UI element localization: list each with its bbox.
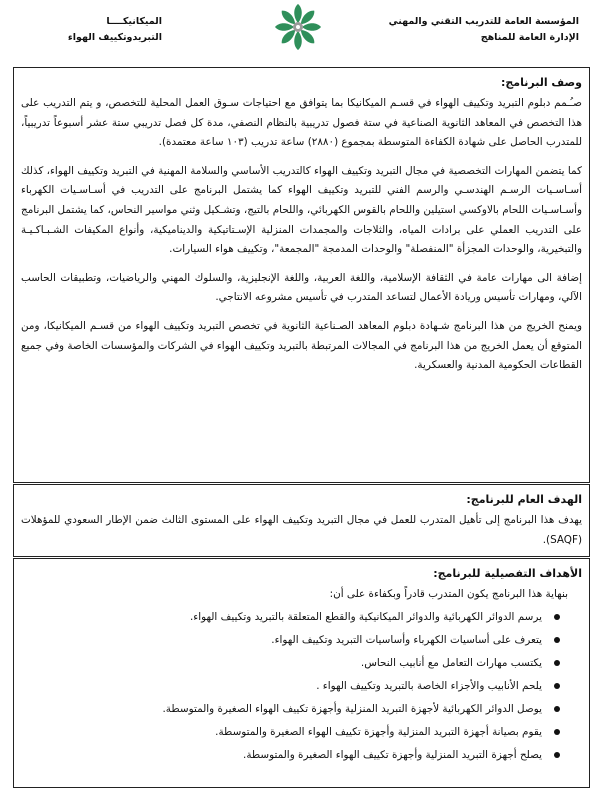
logo-petal	[294, 4, 302, 23]
list-item	[21, 744, 582, 767]
general-goal-title: الهدف العام للبرنامج:	[466, 493, 582, 506]
bullet-icon	[554, 660, 560, 666]
objective-text: يصلح أجهزة التبريد المنزلية وأجهزة تكييف الهواء الصغيرة والمتوسطة.	[243, 749, 542, 761]
objective-text: يكتسب مهارات التعامل مع أنابيب النحاس.	[360, 657, 542, 669]
list-item	[21, 629, 582, 652]
objective-text: يوصل الدوائر الكهربائية لأجهزة التبريد المنزلية وأجهزة تكييف الهواء الصغيرة والمتوسطة.	[162, 703, 542, 715]
list-item	[21, 698, 582, 721]
bullet-icon	[554, 637, 560, 643]
list-item	[21, 721, 582, 744]
objective-text: يتعرف على أساسيات الكهرباء وأساسيات التبريد وتكييف الهواء.	[271, 634, 542, 646]
detailed-goals-intro: بنهاية هذا البرنامج يكون المتدرب قادراً وبكفاءة على أن:	[329, 588, 568, 600]
bullet-icon	[554, 752, 560, 758]
program-description-title: وصف البرنامج:	[500, 76, 582, 89]
description-paragraph-4: ويمنح الخريج من هذا البرنامج شـهادة دبلوم المعاهد الصـناعية الثانوية في تخصص التبريد وتكييف الهواء من قسـم الميكانيكا، ومن المتوقع أن يعمل الخريج من هذا البرنامج في المجالات المرتبطة بالتبريد وتكييف الهواء في الشركات والمؤسسات الخاصة وفي جميع القطاعات الحكومية المدنية والعسكرية.	[21, 319, 582, 372]
objective-text: يرسم الدوائر الكهربائية والدوائر الميكانيكية والقطع المتعلقة بالتبريد وتكييف الهواء.	[190, 611, 542, 623]
detailed-goals-title: الأهداف التفصيلية للبرنامج:	[433, 567, 582, 580]
page-header	[0, 0, 601, 58]
bullet-icon	[554, 683, 560, 689]
department-line-1: الميكانيكــــا	[106, 16, 162, 27]
bullet-icon	[554, 706, 560, 712]
program-description-section	[13, 67, 590, 483]
organization-name	[389, 14, 579, 46]
bullet-icon	[554, 729, 560, 735]
organization-line-1: المؤسسة العامة للتدريب التقني والمهني	[388, 16, 579, 27]
objectives-list	[21, 606, 582, 767]
list-item	[21, 675, 582, 698]
objective-text: يلحم الأنابيب والأجزاء الخاصة بالتبريد وتكييف الهواء .	[316, 680, 542, 692]
description-paragraph-2: كما يتضمن المهارات التخصصية في مجال التبريد وتكييف الهواء كالتدريب الأساسي والسلامة المهنية في التبريد وتكييف الهواء، كذلك أسـاسـيات الرسـم الهندسـي والرسم الفني للتبريد وتكييف الهواء كما يشتمل البرنامج على التدريب في أسـاسـيات الكهرباء وأسـاسـيات اللحام بالاوكسي استيلين واللحام بالقوس الكهربائي، واللحام بالتيج، وتشـكيل وثني مواسير النحاس، كما يشتمل البرنامج على التدريب العملي على برادات المياه، والثلاجات والمجمدات المنزلية الإسـتاتيكية والديناميكية، وأنواع المكيفات الشـبـاكـيـة والتبخيرية، والوحدات المجزأة "المنفصلة" والوحدات المدمجة "المجمعة"، وتكييف هواء السيارات.	[21, 164, 582, 256]
general-goal-section	[13, 484, 590, 557]
tvtc-logo-icon	[270, 2, 326, 52]
detailed-goals-section	[13, 558, 590, 788]
department-line-2: التبريدوتكييف الهواء	[67, 32, 162, 43]
bullet-icon	[554, 614, 560, 620]
list-item	[21, 652, 582, 675]
objective-text: يقوم بصيانة أجهزة التبريد المنزلية وأجهزة تكييف الهواء الصغيرة والمتوسطة.	[215, 726, 542, 738]
department-name	[22, 14, 162, 46]
description-paragraph-3: إضافة الى مهارات عامة في الثقافة الإسلامية، واللغة العربية، واللغة الإنجليزية، والسلوك المهني والرياضيات، وتطبيقات الحاسب الآلي، ومهارات تأسيس وريادة الأعمال لتساعد المتدرب في تأسيس مشروعه الانتاجي.	[21, 271, 582, 304]
description-paragraph-1: صـُـمم دبلوم التبريد وتكييف الهواء في قسـم الميكانيكا بما يتوافق مع احتياجات سـوق العمل المحلية للتخصص، و يتم التدريب على هذا التخصص في المعاهد الثانوية الصناعية في ستة فصول تدريبية بالنظام النصفي، مدة كل فصل تدريبي ستة عشر أسبوعاً تدريبياً، للمتدرب الحاصل على شهادة الكفاءة المتوسطة بمجموع (٢٨٨٠) ساعة تدريب (١٠٣ ساعة معتمدة).	[21, 97, 582, 149]
general-goal-text: يهدف هذا البرنامج إلى تأهيل المتدرب للعمل في مجال التبريد وتكييف الهواء على المستوى الثالث ضمن الإطار السعودي للمؤهلات (SAQF).	[21, 514, 582, 546]
organization-line-2: الإدارة العامة للمناهج	[480, 32, 579, 43]
list-item	[21, 606, 582, 629]
